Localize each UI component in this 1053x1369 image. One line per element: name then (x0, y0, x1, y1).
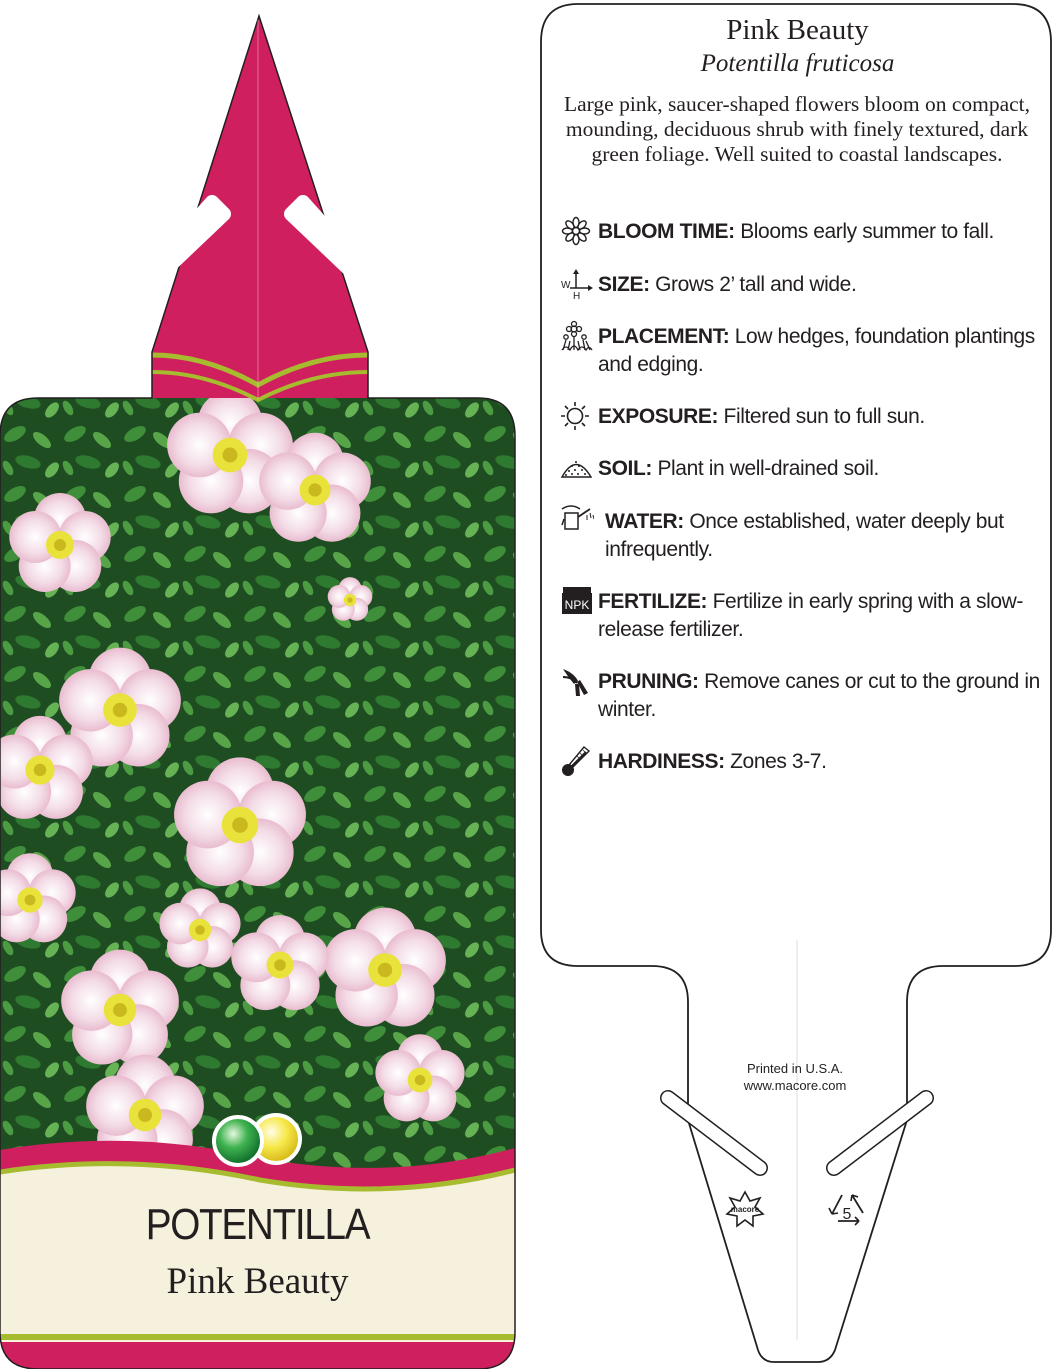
soil-value: Plant in well-drained soil. (657, 457, 879, 480)
sun-icon (560, 400, 594, 432)
svg-text:NPK: NPK (564, 598, 590, 612)
placement-value: Low hedges, foundation plantings and edging. (598, 325, 1035, 376)
npk-icon (560, 585, 594, 617)
soil-icon (560, 452, 594, 484)
svg-text:W: W (561, 280, 571, 291)
website: www.macore.com (743, 1078, 847, 1093)
exposure-value: Filtered sun to full sun. (723, 405, 925, 428)
fertilize-label: FERTILIZE: (598, 590, 708, 613)
pruners-icon (560, 665, 594, 697)
back-latin-name: Potentilla fruticosa (700, 50, 895, 77)
placement-label: PLACEMENT: (598, 325, 730, 348)
flower-icon (560, 215, 594, 247)
bloom-time-label: BLOOM TIME: (598, 220, 735, 243)
fertilize-value: Fertilize in early spring with a slow-release fertilizer. (598, 590, 1023, 641)
thermometer-icon (560, 745, 594, 777)
hardiness-value: Zones 3-7. (730, 750, 827, 773)
front-cultivar-title: Pink Beauty (166, 1261, 349, 1302)
exposure-label: EXPOSURE: (598, 405, 719, 428)
bloom-time-value: Blooms early summer to fall. (740, 220, 994, 243)
svg-text:macore: macore (730, 1205, 760, 1214)
watering-can-icon (560, 505, 594, 537)
back-title: Pink Beauty (726, 14, 869, 46)
printed-in: Printed in U.S.A. (746, 1061, 844, 1076)
pruning-label: PRUNING: (598, 670, 699, 693)
size-icon (560, 268, 594, 300)
size-value: Grows 2’ tall and wide. (655, 273, 857, 296)
front-genus-title: POTENTILLA (145, 1200, 370, 1249)
back-description: Large pink, saucer-shaped flowers bloom on compact, mounding, deciduous shrub with finely textured, dark green foliage. Well suited to coastal landscapes. (563, 92, 1031, 166)
svg-text:5: 5 (842, 1206, 852, 1223)
water-value: Once established, water deeply but infrequently. (605, 510, 1004, 561)
hardiness-label: HARDINESS: (598, 750, 725, 773)
soil-label: SOIL: (598, 457, 652, 480)
placement-icon (560, 320, 594, 352)
svg-text:H: H (573, 291, 581, 300)
water-label: WATER: (605, 510, 684, 533)
size-label: SIZE: (598, 273, 650, 296)
pruning-value: Remove canes or cut to the ground in winter. (598, 670, 1040, 721)
printer-info (690, 1060, 900, 1094)
